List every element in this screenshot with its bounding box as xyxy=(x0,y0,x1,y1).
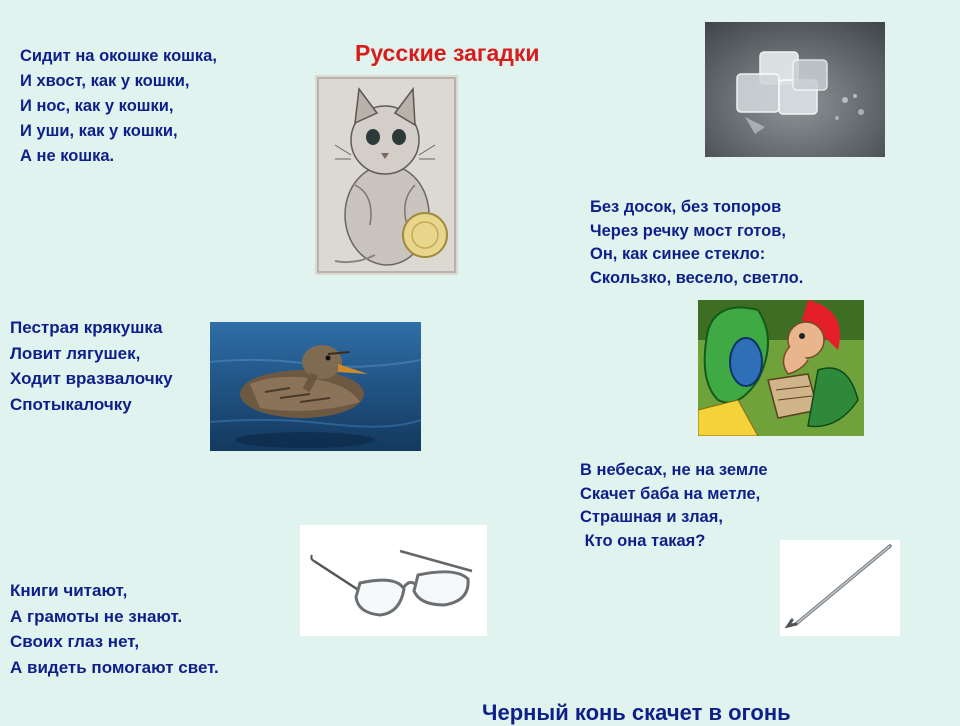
riddle-line: Скачет баба на метле, xyxy=(580,484,761,503)
page-title: Русские загадки xyxy=(355,40,540,66)
riddle-line: Сидит на окошке кошка, xyxy=(20,47,217,65)
riddle-line: Своих глаз нет, xyxy=(10,632,140,651)
riddle-line: А грамоты не знают. xyxy=(10,606,183,626)
riddle-line: Через речку мост готов, xyxy=(590,221,786,240)
riddle-line: А видеть помогают свет. xyxy=(10,657,219,677)
riddle-cat xyxy=(20,44,217,169)
riddle-line: Без досок, без топоров xyxy=(590,198,782,216)
riddle-glasses xyxy=(10,578,219,680)
riddle-line: В небесах, не на земле xyxy=(580,461,768,479)
ice-image xyxy=(705,22,885,157)
riddle-line: Скользко, весело, светло. xyxy=(590,268,804,287)
riddle-line: Кто она такая? xyxy=(580,531,706,550)
cat-image xyxy=(315,75,458,275)
riddle-line: И нос, как у кошки, xyxy=(20,97,174,115)
riddle-line: И хвост, как у кошки, xyxy=(20,72,190,90)
riddle-line: Книги читают, xyxy=(10,581,128,600)
riddle-line: Страшная и злая, xyxy=(580,508,723,526)
riddle-line: Он, как синее стекло: xyxy=(590,245,766,263)
riddle-line: Ходит вразвалочку xyxy=(10,369,173,388)
riddle-footer-line: Черный конь скачет в огонь xyxy=(482,700,791,725)
duck-image xyxy=(210,322,421,451)
glasses-image xyxy=(300,525,487,636)
riddle-line: Пестрая крякушка xyxy=(10,318,163,337)
riddle-line: Спотыкалочку xyxy=(10,394,132,414)
baba-yaga-image xyxy=(698,300,864,436)
riddle-line: Ловит лягушек, xyxy=(10,343,141,363)
poker-image xyxy=(780,540,900,636)
riddle-ice xyxy=(590,196,803,290)
riddle-duck xyxy=(10,315,173,417)
riddle-line: И уши, как у кошки, xyxy=(20,122,178,140)
riddle-witch xyxy=(580,459,768,553)
riddle-line: А не кошка. xyxy=(20,147,115,165)
